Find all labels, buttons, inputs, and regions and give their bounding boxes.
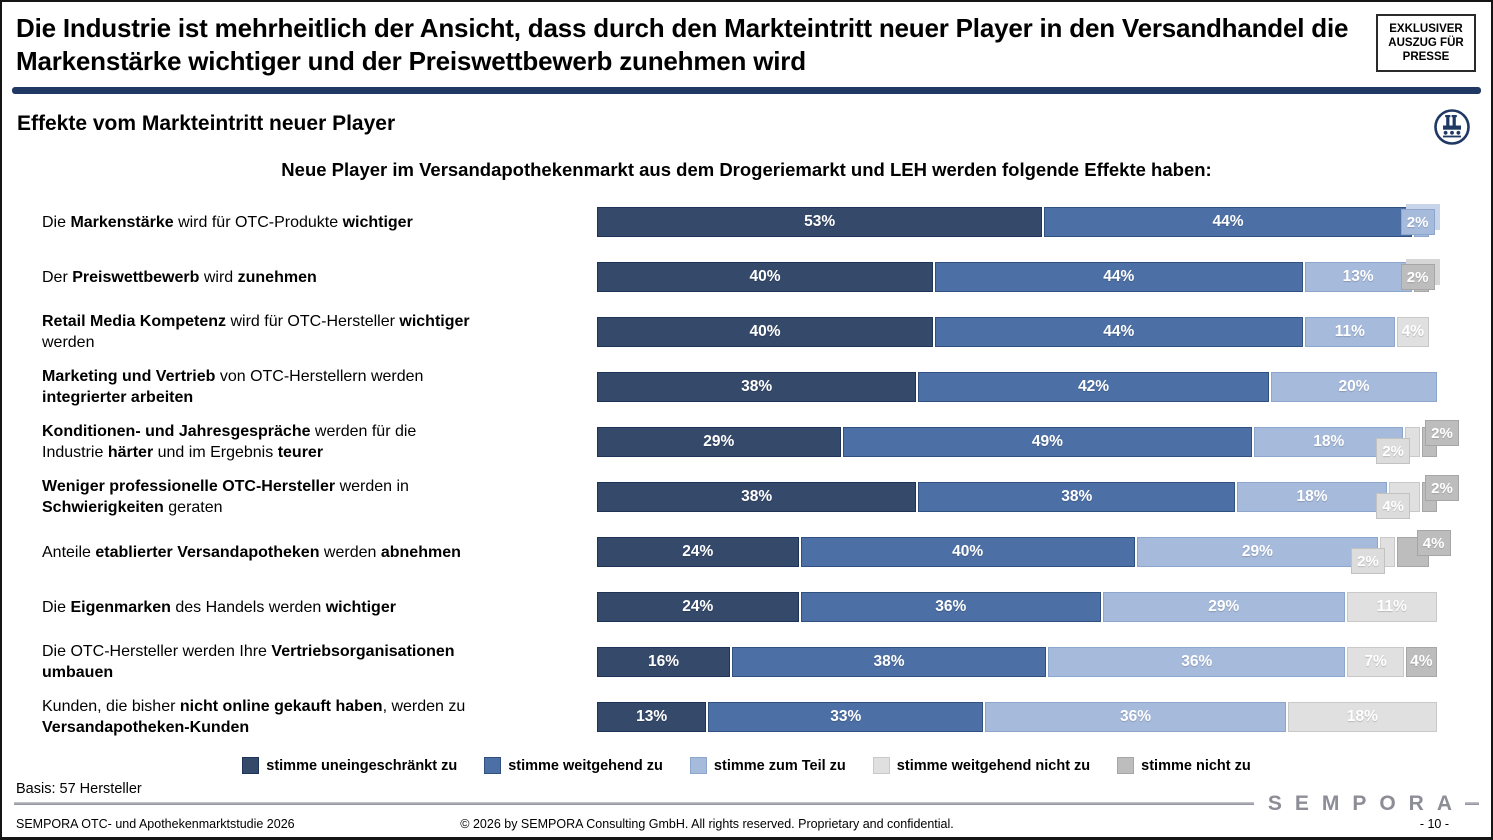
legend-item <box>873 757 1090 774</box>
page-title: Die Industrie ist mehrheitlich der Ansicht, dass durch den Markteintritt neuer Player in den Versandhandel die Markenstärke wichtiger und der Preiswettbewerb zunehmen wird <box>16 13 1349 76</box>
bar-track <box>597 592 1437 622</box>
bar-segment <box>1395 317 1429 347</box>
bar-track <box>597 372 1437 402</box>
segment-value: 24% <box>682 598 714 615</box>
legend-swatch-c3 <box>873 757 890 774</box>
bar-segment <box>597 372 916 402</box>
segment-value-callout: 2% <box>1351 548 1385 574</box>
segment-value: 38% <box>873 653 905 670</box>
stacked-bar-chart <box>2 207 1491 774</box>
press-badge: EXKLUSIVER AUSZUG FÜR PRESSE <box>1376 14 1476 72</box>
legend-swatch-c0 <box>242 757 259 774</box>
segment-value: 18% <box>1313 433 1345 450</box>
bar-segment <box>1404 647 1437 677</box>
bar-segment <box>597 207 1042 237</box>
bar-segment <box>1269 372 1437 402</box>
segment-value-callout: 4% <box>1376 493 1410 519</box>
chart-row <box>2 207 1491 237</box>
bar-segment <box>1345 647 1403 677</box>
bar-track <box>597 207 1437 237</box>
chart-row <box>2 423 1491 461</box>
segment-value-callout: 2% <box>1376 438 1410 464</box>
bar-segment <box>597 537 799 567</box>
chart-row <box>2 262 1491 292</box>
row-label: Anteile etablierter Versandapotheken werden abnehmen <box>42 543 461 561</box>
segment-value: 38% <box>741 378 773 395</box>
segment-value: 18% <box>1296 488 1328 505</box>
segment-value: 29% <box>1208 598 1240 615</box>
segment-value: 33% <box>830 708 862 725</box>
chart-row <box>2 368 1491 406</box>
legend-label: stimme weitgehend nicht zu <box>896 757 1091 774</box>
title-divider <box>12 87 1481 94</box>
bar-segment <box>597 317 933 347</box>
row-label: Die OTC-Hersteller werden Ihre Vertriebsorganisationen umbauen <box>42 643 455 681</box>
row-label: Marketing und Vertrieb von OTC-Herstellern werden integrierter arbeiten <box>42 368 424 406</box>
bar-segment <box>1101 592 1345 622</box>
bar-track <box>597 702 1437 732</box>
bar-track <box>597 479 1453 515</box>
section-heading: Effekte vom Markteintritt neuer Player <box>17 112 396 135</box>
segment-value-callout: 2% <box>1401 209 1435 235</box>
bar-segment <box>916 372 1269 402</box>
chart-row <box>2 534 1491 570</box>
segment-value: 36% <box>935 598 967 615</box>
segment-value: 16% <box>648 653 680 670</box>
segment-value: 18% <box>1346 708 1378 725</box>
row-label: Konditionen- und Jahresgespräche werden für die Industrie härter und im Ergebnis teurer <box>42 423 417 461</box>
brand-rule-dash <box>1465 802 1479 805</box>
bar-segment <box>1303 262 1412 292</box>
segment-value-callout: 2% <box>1425 420 1459 446</box>
legend-item <box>242 757 457 774</box>
footer-study-name: SEMPORA OTC- und Apothekenmarktstudie 2026 <box>16 817 295 831</box>
bar-track <box>597 262 1437 292</box>
row-label: Der Preiswettbewerb wird zunehmen <box>42 268 317 286</box>
bar-segment <box>597 427 841 457</box>
segment-value: 4% <box>1401 323 1424 340</box>
bar-segment <box>597 262 933 292</box>
bar-segment <box>706 702 983 732</box>
bar-segment <box>1286 702 1437 732</box>
segment-value: 13% <box>1342 268 1374 285</box>
segment-value: 40% <box>749 268 781 285</box>
legend <box>2 757 1491 774</box>
segment-value: 49% <box>1031 433 1063 450</box>
bar-segment <box>933 262 1303 292</box>
bar-segment <box>1303 317 1395 347</box>
legend-item <box>484 757 663 774</box>
segment-value: 44% <box>1103 323 1135 340</box>
bar-segment <box>1042 207 1412 237</box>
chart-row <box>2 478 1491 516</box>
bar-segment <box>799 537 1135 567</box>
bar-segment <box>597 482 916 512</box>
bar-segment <box>799 592 1101 622</box>
footer-page-number: - 10 - <box>1419 817 1449 831</box>
brand-row <box>14 793 1479 814</box>
segment-value: 40% <box>952 543 984 560</box>
bar-segment <box>916 482 1235 512</box>
segment-value: 38% <box>741 488 773 505</box>
segment-value: 13% <box>636 708 668 725</box>
legend-label: stimme nicht zu <box>1141 757 1251 774</box>
bar-segment <box>1235 482 1386 512</box>
bar-segment <box>597 592 799 622</box>
segment-value: 20% <box>1338 378 1370 395</box>
chart-row <box>2 643 1491 681</box>
bar-segment <box>933 317 1303 347</box>
legend-label: stimme uneingeschränkt zu <box>266 757 458 774</box>
segment-value: 7% <box>1364 653 1387 670</box>
segment-value: 11% <box>1334 323 1365 340</box>
row-label: Weniger professionelle OTC-Hersteller werden in Schwierigkeiten geraten <box>42 478 409 516</box>
bar-track <box>597 424 1453 460</box>
segment-value: 42% <box>1078 378 1110 395</box>
chart-title: Neue Player im Versandapothekenmarkt aus dem Drogeriemarkt und LEH werden folgende Effekte haben: <box>281 159 1212 180</box>
footer <box>16 817 1477 831</box>
segment-value: 11% <box>1376 598 1407 615</box>
section-header <box>17 107 1476 147</box>
chart-rows <box>2 207 1491 736</box>
legend-swatch-c4 <box>1117 757 1134 774</box>
segment-value: 36% <box>1181 653 1213 670</box>
segment-value: 24% <box>682 543 714 560</box>
row-label: Retail Media Kompetenz wird für OTC-Hersteller wichtiger werden <box>42 313 470 351</box>
bar-segment <box>597 702 706 732</box>
segment-value: 29% <box>1241 543 1273 560</box>
segment-value: 53% <box>804 213 836 230</box>
legend-item <box>1117 757 1251 774</box>
row-label: Die Markenstärke wird für OTC-Produkte wichtiger <box>42 213 413 231</box>
legend-swatch-c1 <box>484 757 501 774</box>
basis-note: Basis: 57 Hersteller <box>16 781 142 797</box>
bar-track <box>597 647 1437 677</box>
bar-track <box>597 534 1445 570</box>
segment-value: 29% <box>703 433 735 450</box>
legend-item <box>690 757 846 774</box>
bar-segment <box>597 647 730 677</box>
header <box>2 2 1491 78</box>
chart-row <box>2 313 1491 351</box>
brand-rule-line <box>14 802 1254 805</box>
bar-segment <box>1135 537 1379 567</box>
bar-segment <box>841 427 1253 457</box>
row-label: Kunden, die bisher nicht online gekauft haben, werden zu Versandapotheken-Kunden <box>42 698 466 736</box>
segment-value: 36% <box>1120 708 1152 725</box>
segment-value: 38% <box>1061 488 1093 505</box>
segment-value: 44% <box>1212 213 1244 230</box>
legend-swatch-c2 <box>690 757 707 774</box>
legend-label: stimme zum Teil zu <box>713 757 846 774</box>
segment-value-callout: 2% <box>1401 264 1435 290</box>
bar-segment <box>1046 647 1345 677</box>
segment-value: 40% <box>749 323 781 340</box>
chart-row <box>2 592 1491 622</box>
legend-label: stimme weitgehend zu <box>508 757 663 774</box>
segment-value: 4% <box>1410 653 1433 670</box>
segment-value-callout: 4% <box>1417 530 1451 556</box>
segment-value-callout: 2% <box>1425 475 1459 501</box>
footer-copyright: © 2026 by SEMPORA Consulting GmbH. All rights reserved. Proprietary and confidential. <box>460 817 954 831</box>
chart-row <box>2 698 1491 736</box>
bar-track <box>597 317 1437 347</box>
segment-value: 44% <box>1103 268 1135 285</box>
row-label: Die Eigenmarken des Handels werden wichtiger <box>42 598 396 616</box>
bar-segment <box>730 647 1046 677</box>
sempora-logo: SEMPORA <box>1267 792 1465 815</box>
factory-icon <box>1432 107 1472 147</box>
bar-segment <box>983 702 1285 732</box>
bar-segment <box>1345 592 1437 622</box>
